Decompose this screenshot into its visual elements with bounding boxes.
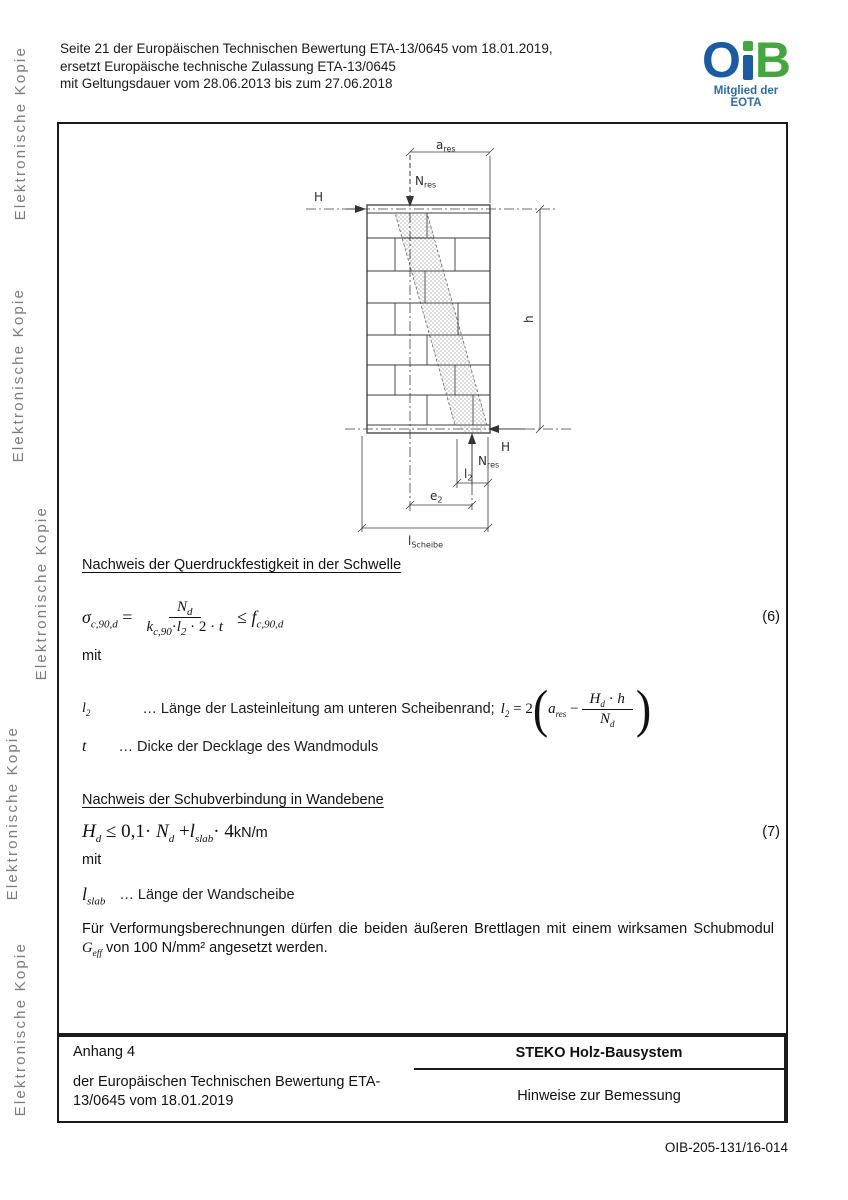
eq6-denominator: $k_{c,90}\cdot l_2 \cdot 2 \cdot t$ [146, 618, 224, 638]
footer-table [57, 1035, 788, 1123]
label-ares: $a_{res}$ [436, 138, 456, 154]
watermark-text: Elektronische Kopie [4, 726, 21, 901]
dim-h [536, 205, 544, 433]
t-definition-row [82, 738, 788, 756]
geff-symbol: $G_{eff}$ [82, 940, 102, 959]
eq6-numerator: $N_d$ [169, 599, 201, 618]
lslab-symbol: $l_{slab}$ [82, 884, 106, 908]
logo-tagline: Mitglied der EOTA [713, 85, 779, 109]
oib-logo-letters [698, 32, 794, 88]
wall-panel-diagram [300, 130, 590, 560]
watermark-text: Elektronische Kopie [33, 506, 50, 681]
eq6-number: (6) [762, 609, 780, 625]
eq7-number: (7) [762, 824, 780, 840]
annex-description: der Europäischen Technischen Bewertung ETA-13/0645 vom 18.01.2019 [73, 1074, 381, 1109]
label-e2: $e_2$ [430, 489, 443, 505]
label-l2: $l_2$ [464, 467, 473, 483]
logo-i-stem [743, 55, 753, 80]
watermark-text: Elektronische Kopie [12, 942, 29, 1117]
logo-letter-i-icon [743, 41, 753, 80]
document-number: OIB-205-131/16-014 [664, 1140, 788, 1155]
l2-formula: $l_2 = 2$ ( $a_{res}$ − $\frac{H_d \cdot h}{N_d}$ ) [500, 679, 652, 738]
logo-letter-o: O [701, 32, 740, 88]
eq6-fraction [138, 599, 231, 636]
header-line-2: ersetzt Europäische technische Zulassung ETA-13/0645 [60, 58, 396, 74]
footer-cell-subtitle: Hinweise zur Bemessung [414, 1070, 786, 1121]
equation-6 [82, 588, 788, 646]
t-description: … Dicke der Decklage des Wandmoduls [118, 739, 379, 755]
logo-i-dot [743, 41, 753, 51]
label-lscheibe: $l_{Scheibe}$ [408, 534, 444, 550]
watermark-text: Elektronische Kopie [12, 46, 29, 221]
footer-cell-annex [59, 1037, 414, 1121]
t-symbol: t [82, 738, 87, 755]
l2-description: … Länge der Lasteinleitung am unteren Scheibenrand; [142, 701, 495, 717]
label-nres-bottom: $N_{res}$ [478, 454, 500, 470]
label-h-load-top: H [314, 190, 324, 204]
label-height-h: h [522, 315, 536, 323]
eq6-lhs: $\sigma_{c,90,d}$ = [82, 606, 133, 631]
mit-label-1: mit [82, 648, 102, 664]
eq7-expression: $H_d \le 0,1\cdot N_d +l_{slab}\cdot 4kN/m$ [82, 821, 268, 845]
deformation-paragraph: Für Verformungsberechnungen dürfen die beiden äußeren Brettlagen mit einem wirksamen Schubmodul $G_{eff}$ von 100 N/mm² angesetzt werden. [82, 921, 774, 959]
logo-letter-b: B [754, 32, 790, 88]
section-heading-querdruck: Nachweis der Querdruckfestigkeit in der Schwelle [82, 557, 402, 573]
l2-symbol: $l_2$ [82, 701, 91, 718]
annex-title: Anhang 4 [73, 1044, 136, 1060]
label-h-load-bottom: H [501, 440, 511, 454]
compression-strut-hatch [395, 213, 487, 425]
section-heading-schubverbindung: Nachweis der Schubverbindung in Wandebene [82, 792, 384, 808]
lslab-description: … Länge der Wandscheibe [119, 886, 295, 903]
eq6-rhs: ≤ $f_{c,90,d}$ [237, 606, 284, 631]
equation-7 [82, 818, 788, 846]
page-header [60, 40, 553, 93]
header-line-3: mit Geltungsdauer vom 28.06.2013 bis zum 27.06.2018 [60, 76, 393, 91]
l2-definition-row [82, 678, 788, 740]
mit-label-2: mit [82, 852, 102, 868]
label-nres-top: $N_{res}$ [415, 174, 437, 190]
nres-bottom-arrowhead [468, 433, 476, 444]
lslab-definition-row [82, 884, 788, 908]
header-line-1: Seite 21 der Europäischen Technischen Bewertung ETA-13/0645 vom 18.01.2019, [60, 41, 553, 56]
watermark-text: Elektronische Kopie [10, 288, 27, 463]
oib-logo [698, 32, 794, 109]
h-top-arrowhead [355, 205, 366, 213]
footer-cell-product: STEKO Holz-Bausystem [414, 1037, 786, 1070]
